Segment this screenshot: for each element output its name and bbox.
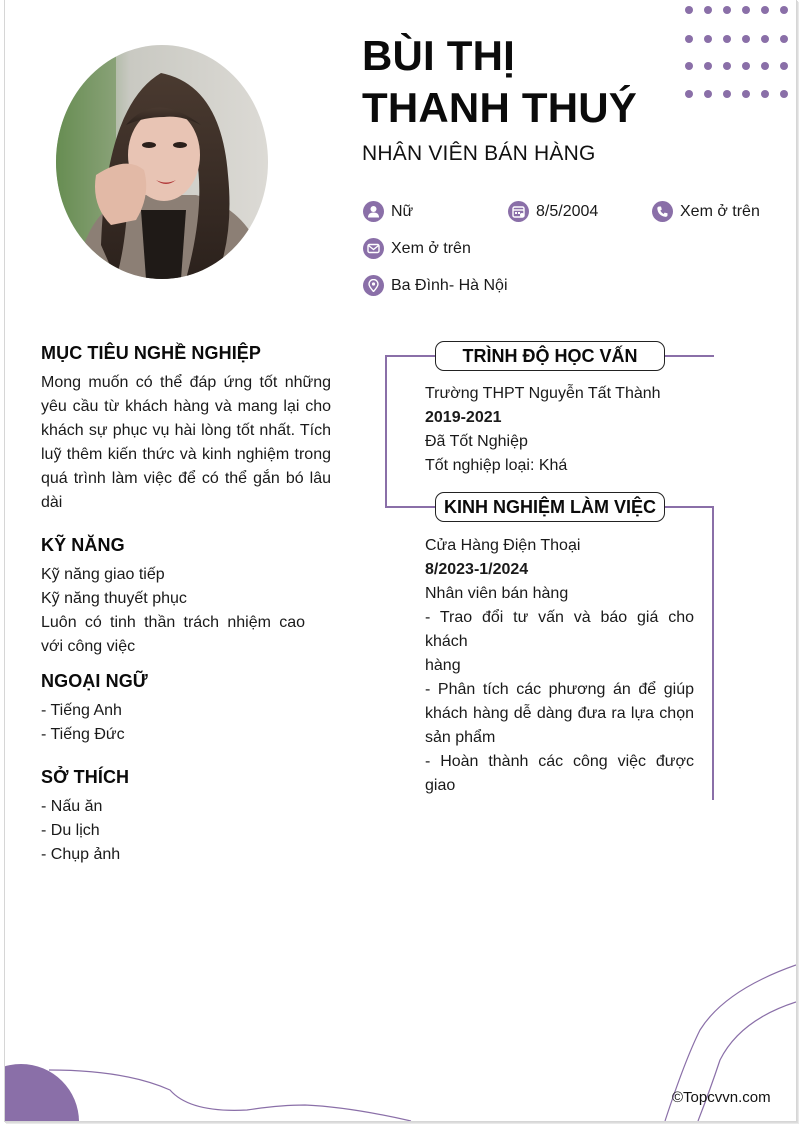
experience-duty: khách hàng dễ dàng đưa ra lựa chọn	[425, 705, 694, 722]
objective-text: Mong muốn có thể đáp ứng tốt những yêu cầu từ khách hàng và mang lại cho khách sự phục vụ hài lòng tốt nhất. Tích luỹ thêm kiến thức và kinh nghiệm trong quá trình làm việc để có thể gắn bó lâu dài	[41, 374, 331, 511]
education-heading: TRÌNH ĐỘ HỌC VẤN	[435, 341, 665, 371]
skills-heading: KỸ NĂNG	[41, 535, 125, 555]
experience-duty: - Trao đổi tư vấn và báo giá cho khách	[425, 609, 694, 650]
birthday-value: 8/5/2004	[536, 202, 599, 220]
language-item: - Tiếng Đức	[41, 726, 125, 743]
job-title: NHÂN VIÊN BÁN HÀNG	[362, 142, 596, 165]
languages-heading: NGOẠI NGỮ	[41, 671, 148, 691]
experience-duty: hàng	[425, 657, 461, 674]
experience-duty: - Phân tích các phương án để giúp	[425, 681, 694, 698]
skill-item: Kỹ năng thuyết phục	[41, 590, 187, 607]
hobby-item: - Nấu ăn	[41, 798, 103, 815]
experience-duty: - Hoàn thành các công việc được	[425, 753, 694, 770]
education-school: Trường THPT Nguyễn Tất Thành	[425, 385, 661, 402]
experience-position: Nhân viên bán hàng	[425, 585, 569, 602]
experience-duty: giao	[425, 777, 456, 794]
copyright-text: ©Topcvvn.com	[672, 1089, 771, 1106]
experience-duty: sản phẩm	[425, 729, 496, 746]
address-value: Ba Đình- Hà Nội	[391, 276, 508, 294]
wave-decoration	[5, 0, 796, 1121]
skill-item: với công việc	[41, 638, 136, 655]
email-value: Xem ở trên	[391, 239, 471, 257]
hobbies-heading: SỞ THÍCH	[41, 767, 130, 787]
education-status: Đã Tốt Nghiệp	[425, 433, 528, 450]
experience-company: Cửa Hàng Điện Thoại	[425, 537, 581, 554]
cv-page	[4, 0, 797, 1122]
education-grade: Tốt nghiệp loại: Khá	[425, 457, 568, 474]
skill-item: Luôn có tinh thần trách nhiệm cao	[41, 614, 305, 631]
phone-value: Xem ở trên	[680, 202, 760, 220]
language-item: - Tiếng Anh	[41, 702, 122, 719]
objective-heading: MỤC TIÊU NGHỀ NGHIỆP	[41, 343, 262, 363]
name-line-1: BÙI THỊ	[362, 32, 516, 79]
experience-heading: KINH NGHIỆM LÀM VIỆC	[435, 492, 665, 522]
experience-period: 8/2023-1/2024	[425, 561, 529, 578]
gender-value: Nữ	[391, 202, 414, 220]
hobby-item: - Du lịch	[41, 822, 100, 839]
skill-item: Kỹ năng giao tiếp	[41, 566, 165, 583]
education-period: 2019-2021	[425, 409, 502, 426]
hobby-item: - Chụp ảnh	[41, 846, 121, 863]
name-line-2: THANH THUÝ	[362, 84, 637, 131]
